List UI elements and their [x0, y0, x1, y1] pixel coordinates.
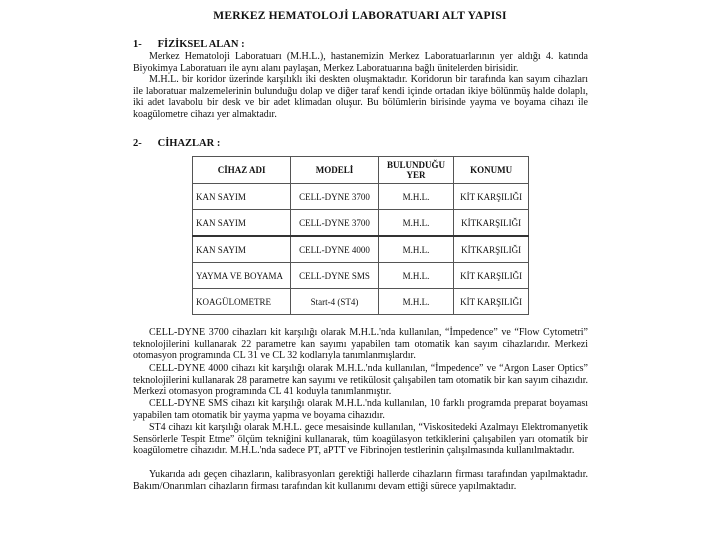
header-location: BULUNDUĞU YER [378, 157, 454, 184]
cell-model: CELL-DYNE 3700 [291, 184, 378, 210]
cell-location: M.H.L. [378, 289, 454, 315]
section-title: FİZİKSEL ALAN : [157, 39, 245, 50]
paragraph-physical-2: M.H.L. bir koridor üzerinde karşılıklı iki deskten oluşmaktadır. Koridorun bir tarafında kan sayım cihazları ile laboratuar malzemelerinin bulunduğu dolap ve diğer taraf kendi içinde ortadan ikiye bölünmüş halde dolaplı, iki adet lavabolu bir desk ve bir adet klimadan oluşur. Bu bölümlerin birisinde yayma ve boyama cihazı ile koagülometre cihazı yer almaktadır. [133, 74, 588, 120]
cell-position: KİTKARŞILIĞI [454, 210, 529, 237]
section-number: 2- [133, 138, 142, 149]
cell-device-name: KAN SAYIM [193, 210, 291, 237]
cell-model: CELL-DYNE 3700 [291, 210, 378, 237]
cell-location: M.H.L. [378, 184, 454, 210]
table-row [193, 184, 529, 210]
paragraph-celldyne-4000: CELL-DYNE 4000 cihazı kit karşılığı olarak M.H.L.'nda kullanılan, “İmpedence” ve “Argon Laser Optics” teknolojilerini kullanarak 28 parametre kan sayımı ve retikülosit çalışabilen tam otomatik bir kan sayım cihazıdır. Merkezi otomasyon programında CL 41 koduyla tanımlanmıştır. [133, 363, 588, 398]
paragraph-celldyne-sms: CELL-DYNE SMS cihazı kit karşılığı olarak M.H.L.'nda kullanılan, 10 farklı programda preparat boyaması yapabilen tam otomatik bir yayma yapma ve boyama cihazıdır. [133, 398, 588, 421]
cell-position: KİT KARŞILIĞI [454, 263, 529, 289]
paragraph-physical-1: Merkez Hematoloji Laboratuarı (M.H.L.), hastanemizin Merkez Laboratuarlarının yer aldığı 4. katında Biyokimya Laboratuarı ile aynı alanı paylaşan, Merkez Laboratuarına bağlı ünitelerden birisidir. [133, 51, 588, 74]
cell-position: KİT KARŞILIĞI [454, 289, 529, 315]
cell-model: Start-4 (ST4) [291, 289, 378, 315]
devices-table [192, 156, 529, 315]
header-position: KONUMU [454, 157, 529, 184]
section-heading-physical [133, 39, 245, 50]
section-number: 1- [133, 39, 142, 50]
paragraph-calibration: Yukarıda adı geçen cihazların, kalibrasyonları gerektiği hallerde cihazların firması tarafından yapılmaktadır. Bakım/Onarımları cihazların firması tarafından kit kullanımı devam ettiği sürece yapılmaktadır. [133, 469, 588, 492]
section-title: CİHAZLAR : [157, 138, 221, 149]
document-title: MERKEZ HEMATOLOJİ LABORATUARI ALT YAPISI [213, 10, 507, 22]
cell-model: CELL-DYNE SMS [291, 263, 378, 289]
cell-position: KİTKARŞILIĞI [454, 236, 529, 263]
cell-position: KİT KARŞILIĞI [454, 184, 529, 210]
header-device-name: CİHAZ ADI [193, 157, 291, 184]
cell-location: M.H.L. [378, 263, 454, 289]
table-row [193, 210, 529, 237]
cell-device-name: KAN SAYIM [193, 236, 291, 263]
cell-device-name: KOAGÜLOMETRE [193, 289, 291, 315]
header-model: MODELİ [291, 157, 378, 184]
cell-model: CELL-DYNE 4000 [291, 236, 378, 263]
cell-device-name: KAN SAYIM [193, 184, 291, 210]
table-row [193, 263, 529, 289]
table-row [193, 289, 529, 315]
cell-device-name: YAYMA VE BOYAMA [193, 263, 291, 289]
paragraph-st4: ST4 cihazı kit karşılığı olarak M.H.L. gece mesaisinde kullanılan, “Viskositedeki Azalmayı Elektromanyetik Sensörlerle Tespit Etme” ölçüm tekniğini kullanarak, tüm koagülasyon tetkiklerini çalışabilen yarı otomatik bir koagülometre cihazıdır. M.H.L.'nda sadece PT, aPTT ve Fibrinojen testlerinin çalışılmasında kullanılmaktadır. [133, 422, 588, 457]
section-heading-devices [133, 138, 220, 149]
table-header-row [193, 157, 529, 184]
paragraph-celldyne-3700: CELL-DYNE 3700 cihazları kit karşılığı olarak M.H.L.'nda kullanılan, “İmpedence” ve “Flow Cytometri” teknolojilerini kullanarak 22 parametre kan sayımı yapabilen tam otomatik kan sayım cihazlarıdır. Merkezi otomasyon programında CL 31 ve CL 32 kodlarıyla tanımlanmışlardır. [133, 327, 588, 362]
cell-location: M.H.L. [378, 210, 454, 237]
cell-location: M.H.L. [378, 236, 454, 263]
table-row [193, 236, 529, 263]
